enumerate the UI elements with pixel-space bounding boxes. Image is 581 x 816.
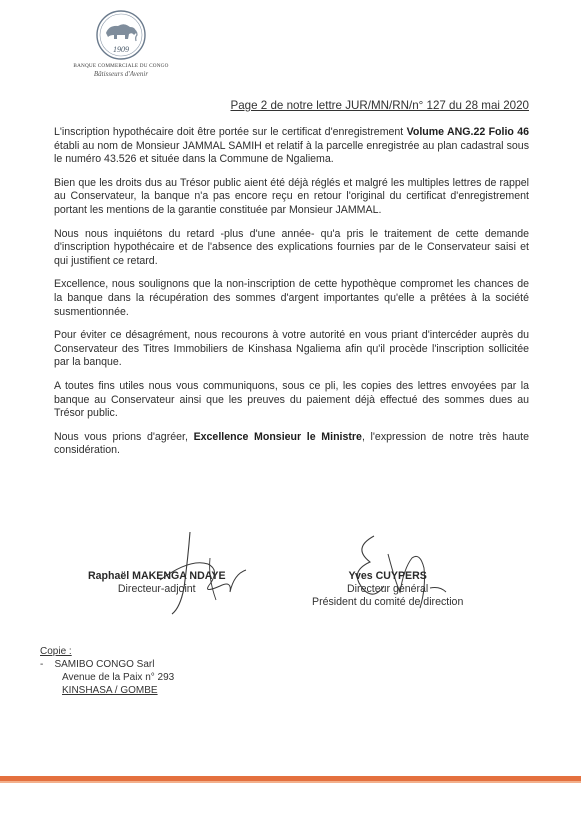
paragraph-6: A toutes fins utiles nous vous communiquons, sous ce pli, les copies des lettres envoyées par la banque au Conservateur ainsi que les preuves du paiement déjà effectué des sommes dues au Trésor public. xyxy=(54,379,529,420)
signature-block-right xyxy=(312,570,463,609)
bank-logo xyxy=(66,8,176,86)
signatory-title: Directeur général xyxy=(347,583,429,595)
svg-text:1909: 1909 xyxy=(113,45,129,54)
signature-block-left xyxy=(88,570,226,596)
copies-label: Copie : xyxy=(40,646,72,657)
signatory-title-2: Président du comité de direction xyxy=(312,596,464,608)
copy-address: Avenue de la Paix n° 293 xyxy=(62,672,175,683)
copy-recipient: - SAMIBO CONGO Sarl xyxy=(40,659,155,670)
paragraph-3: Nous nous inquiétons du retard -plus d'une année- qu'a pris le traitement de cette demande d'inscription hypothécaire et de l'absence des explications fournies par de le Conservateur saisi et qui justifient ce retard. xyxy=(54,227,529,267)
paragraph-2: Bien que les droits dus au Trésor public aient été déjà réglés et malgré les multiples lettres de rappel au Conservateur, la banque n'a pas encore reçu en retour l'original du certificat d'enregistrement portant les mentions de la garantie constituée par Monsieur JAMMAL. xyxy=(54,176,529,216)
paragraph-4: Excellence, nous soulignons que la non-inscription de cette hypothèque compromet les chances de la banque dans la récupération des sommes d'argent importantes qu'elle a prêtées à la société susmentionnée. xyxy=(54,278,529,318)
bank-seal-icon xyxy=(94,8,148,62)
bank-motto: Bâtisseurs d'Avenir xyxy=(93,70,149,78)
letter-body xyxy=(54,126,529,468)
paragraph-5: Pour éviter ce désagrément, nous recourons à votre autorité en vous priant d'intercéder auprès du Conservateur des Titres Immobiliers de Kinshasa Ngaliema afin qu'il procède l'inscription sollicitée par la banque. xyxy=(54,329,529,369)
copy-city: KINSHASA / GOMBE xyxy=(62,685,158,696)
signatory-name: Raphaël MAKENGA NDAYE xyxy=(88,570,226,582)
copies-block xyxy=(40,645,174,697)
bank-name: BANQUE COMMERCIALE DU CONGO xyxy=(73,63,169,69)
paragraph-7: Nous vous prions d'agréer, Excellence Monsieur le Ministre, l'expression de notre très haute considération. xyxy=(54,430,529,457)
signatory-name: Yves CUYPERS xyxy=(348,570,427,582)
signatory-title: Directeur-adjoint xyxy=(117,583,196,595)
letter-reference: Page 2 de notre lettre JUR/MN/RN/n° 127 du 28 mai 2020 xyxy=(230,99,529,112)
paragraph-1: L'inscription hypothécaire doit être portée sur le certificat d'enregistrement Volume ANG.22 Folio 46 établi au nom de Monsieur JAMMAL SAMIH et relatif à la parcelle enregistrée au plan cadastral sous le numéro 43.526 et située dans la Commune de Ngaliema. xyxy=(54,126,529,166)
footer-bar-accent xyxy=(0,781,581,783)
